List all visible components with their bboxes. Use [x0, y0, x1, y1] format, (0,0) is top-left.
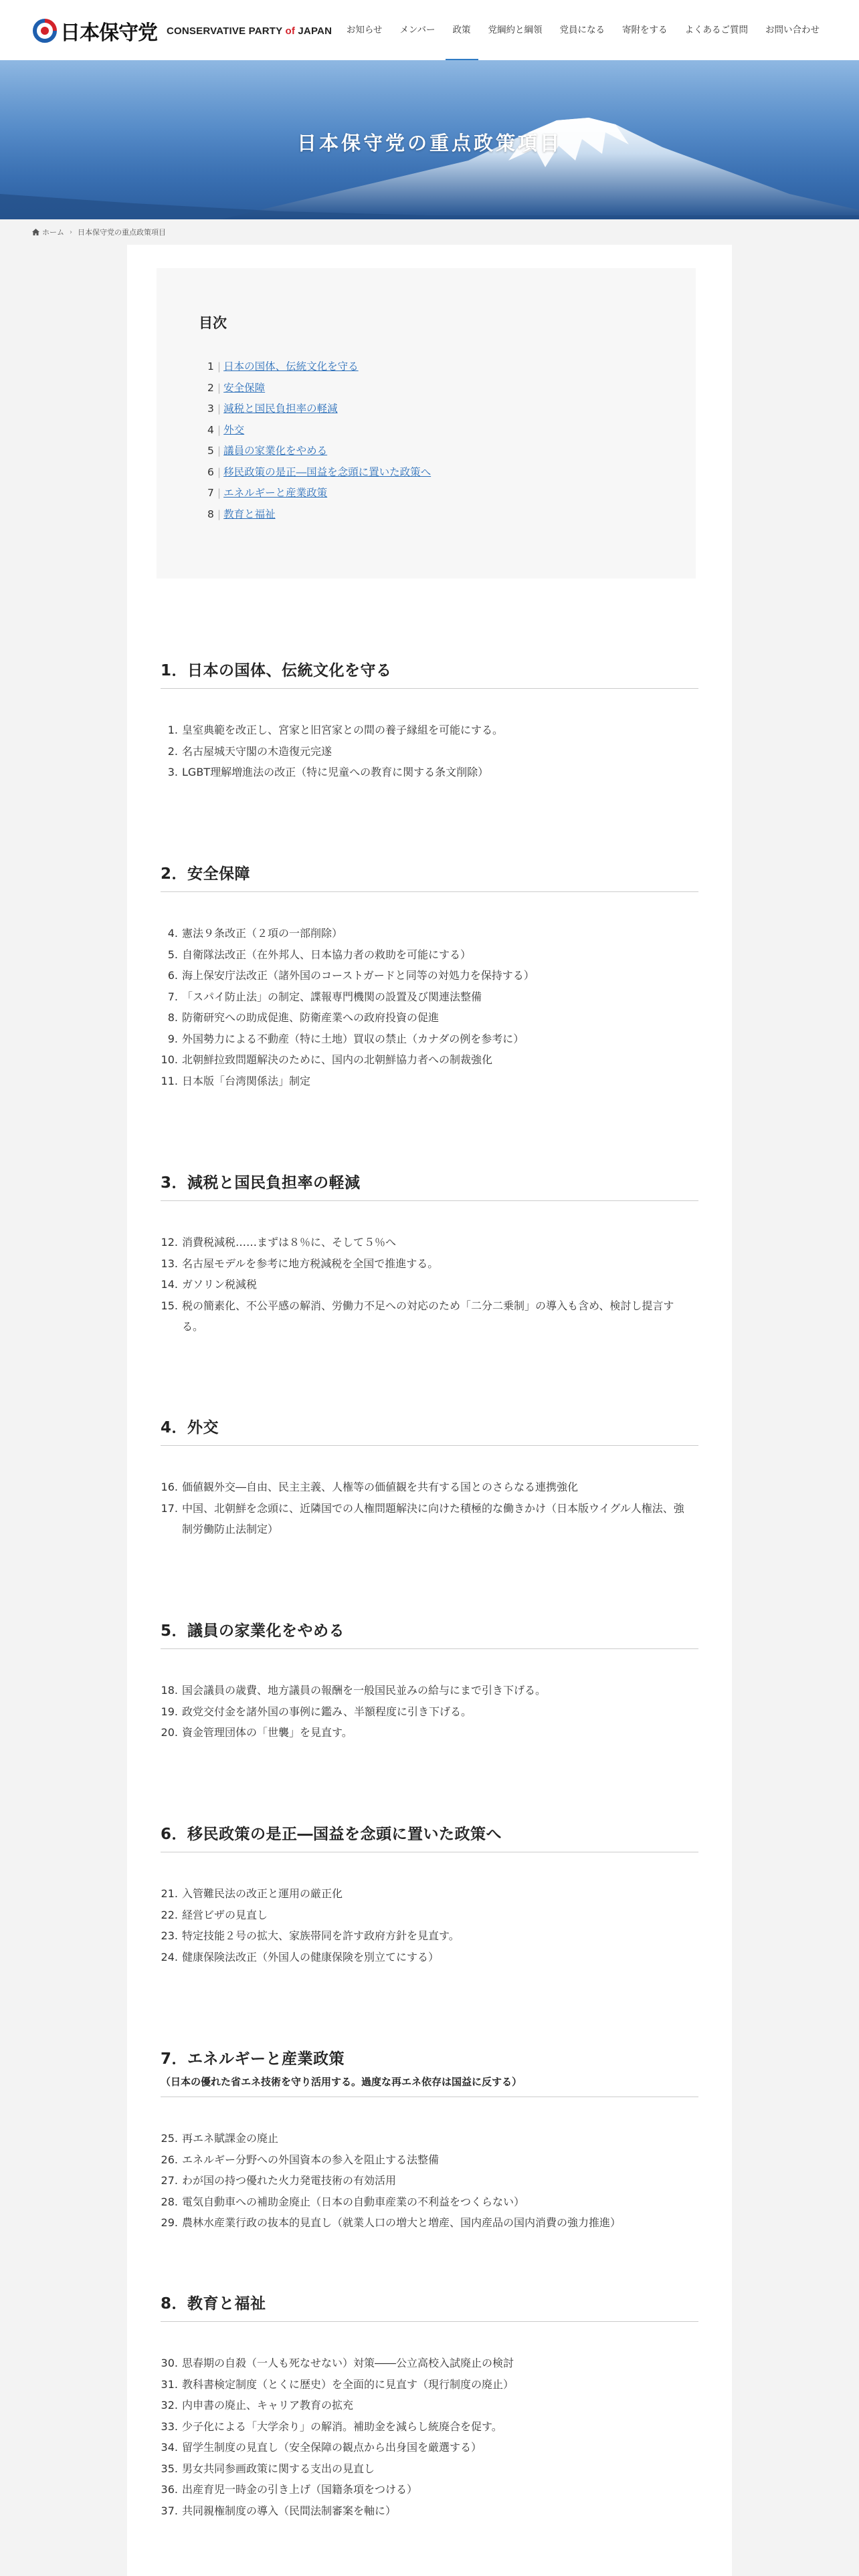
list-item: 37. 共同親権制度の導入（民間法制審案を軸に）: [161, 2504, 397, 2517]
toc-list: [207, 356, 696, 525]
list-item: 12. 消費税減税……まずは８％に、そして５％へ: [161, 1236, 397, 1249]
list-item: 24. 健康保険法改正（外国人の健康保険を別立てにする）: [161, 1950, 440, 1963]
site-logo[interactable]: [32, 16, 332, 45]
toc-link[interactable]: 安全保障: [223, 381, 266, 394]
list-item: 15. 税の簡素化、不公平感の解消、労働力不足への対応のため「二分二乗制」の導入も含め、検討し提言する。: [161, 1299, 674, 1333]
section-heading: 7．エネルギーと産業政策 （日本の優れた省エネ技術を守り活用する。過度な再エネ依存は国益に反する）: [161, 2046, 698, 2097]
nav-join[interactable]: 党員になる: [559, 25, 605, 35]
list-item: 14. ガソリン税減税: [161, 1278, 258, 1291]
main-nav: [338, 0, 828, 60]
section-energy-industry: [161, 2046, 698, 2234]
list-item: 29. 農林水産業行政の抜本的見直し（就業人口の増大と増産、国内産品の国内消費の強力推進）: [161, 2216, 622, 2229]
section-security: [161, 861, 698, 1091]
chevron-right-icon: ›: [70, 228, 72, 236]
list-item: 19. 政党交付金を諸外国の事例に鑑み、半額程度に引き下げる。: [161, 1705, 472, 1718]
nav-contact[interactable]: お問い合わせ: [765, 25, 820, 35]
section-national-polity: [161, 658, 698, 783]
policy-list: [161, 1883, 698, 1967]
toc-link[interactable]: エネルギーと産業政策: [223, 487, 328, 499]
section-heading: 6．移民政策の是正―国益を念頭に置いた政策へ: [161, 1822, 698, 1852]
policy-list: [161, 1232, 698, 1337]
policy-list: [161, 2128, 698, 2234]
nav-platform[interactable]: 党綱約と綱領: [488, 25, 543, 35]
section-heading: 8．教育と福祉: [161, 2291, 698, 2322]
list-item: 3. LGBT理解増進法の改正（特に児童への教育に関する条文削除）: [167, 766, 489, 778]
toc-item: 4 | 外交: [207, 423, 245, 436]
policy-list: [161, 1477, 698, 1540]
toc-link[interactable]: 議員の家業化をやめる: [223, 445, 328, 457]
list-item: 10. 北朝鮮拉致問題解決のために、国内の北朝鮮協力者への制裁強化: [161, 1053, 493, 1066]
toc-link[interactable]: 減税と国民負担率の軽減: [223, 403, 338, 415]
toc-link[interactable]: 移民政策の是正―国益を念頭に置いた政策へ: [223, 465, 432, 478]
list-item: 20. 資金管理団体の「世襲」を見直す。: [161, 1726, 353, 1739]
list-item: 36. 出産育児一時金の引き上げ（国籍条項をつける）: [161, 2483, 418, 2496]
toc-link[interactable]: 外交: [223, 423, 245, 436]
list-item: 9. 外国勢力による不動産（特に土地）買収の禁止（カナダの例を参考に）: [167, 1032, 524, 1045]
site-header: [0, 0, 859, 60]
section-diplomacy: [161, 1415, 698, 1540]
breadcrumb-current: 日本保守党の重点政策項目: [78, 228, 166, 237]
section-heading: 2．安全保障: [161, 861, 698, 892]
list-item: 22. 経営ビザの見直し: [161, 1908, 268, 1921]
policy-list: [161, 923, 698, 1091]
toc-link[interactable]: 日本の国体、伝統文化を守る: [223, 360, 359, 372]
logo-text: 日本保守党: [60, 21, 157, 45]
toc-item: 3 | 減税と国民負担率の軽減: [207, 403, 338, 415]
nav-members[interactable]: メンバー: [399, 25, 436, 35]
toc-item: 6 | 移民政策の是正―国益を念頭に置いた政策へ: [207, 465, 432, 478]
policy-list: [161, 1680, 698, 1743]
list-item: 23. 特定技能２号の拡大、家族帯同を許す政府方針を見直す。: [161, 1929, 460, 1942]
section-heading: 5．議員の家業化をやめる: [161, 1618, 698, 1649]
section-heading: 3．減税と国民負担率の軽減: [161, 1170, 698, 1201]
list-item: 4. 憲法９条改正（２項の一部削除）: [167, 927, 343, 940]
section-immigration: [161, 1822, 698, 1967]
logo-english: CONSERVATIVE PARTY of JAPAN: [167, 25, 332, 37]
section-education-welfare: [161, 2291, 698, 2521]
list-item: 25. 再エネ賦課金の廃止: [161, 2132, 279, 2145]
list-item: 21. 入管難民法の改正と運用の厳正化: [161, 1887, 343, 1900]
list-item: 28. 電気自動車への補助金廃止（日本の自動車産業の不利益をつくらない）: [161, 2195, 525, 2208]
policy-list: [161, 2353, 698, 2521]
toc-title: 目次: [199, 315, 227, 331]
section-hereditary-politics: [161, 1618, 698, 1743]
list-item: 6. 海上保安庁法改正（諸外国のコーストガードと同等の対処力を保持する）: [167, 969, 535, 982]
list-item: 26. エネルギー分野への外国資本の参入を阻止する法整備: [161, 2153, 440, 2166]
list-item: 30. 思春期の自殺（一人も死なせない）対策――公立高校入試廃止の検討: [161, 2357, 514, 2369]
party-emblem-icon: [32, 18, 58, 43]
section-tax-reduction: [161, 1170, 698, 1337]
nav-faq[interactable]: よくあるご質問: [684, 25, 748, 35]
home-icon: [32, 229, 39, 235]
list-item: 1. 皇室典範を改正し、宮家と旧宮家との間の養子縁組を可能にする。: [167, 724, 504, 736]
nav-news[interactable]: お知らせ: [346, 25, 383, 35]
list-item: 16. 価値観外交―自由、民主主義、人権等の価値観を共有する国とのさらなる連携強化: [161, 1481, 579, 1493]
hero-banner: [0, 60, 859, 219]
list-item: 33. 少子化による「大学余り」の解消。補助金を減らし統廃合を促す。: [161, 2420, 502, 2433]
list-item: 8. 防衛研究への助成促進、防衛産業への政府投資の促進: [167, 1011, 440, 1024]
section-heading: 4．外交: [161, 1415, 698, 1446]
policy-list: [161, 720, 698, 783]
nav-donate[interactable]: 寄附をする: [622, 25, 668, 35]
toc-item: 2 | 安全保障: [207, 381, 266, 394]
section-heading: 1．日本の国体、伝統文化を守る: [161, 658, 698, 689]
list-item: 32. 内申書の廃止、キャリア教育の拡充: [161, 2399, 354, 2411]
breadcrumb-home[interactable]: ホーム: [42, 228, 64, 237]
list-item: 11. 日本版「台湾関係法」制定: [161, 1074, 311, 1087]
toc-link[interactable]: 教育と福祉: [223, 508, 276, 520]
list-item: 18. 国会議員の歳費、地方議員の報酬を一般国民並みの給与にまで引き下げる。: [161, 1684, 547, 1697]
list-item: 27. わが国の持つ優れた火力発電技術の有効活用: [161, 2174, 397, 2187]
toc-item: 1 | 日本の国体、伝統文化を守る: [207, 360, 359, 372]
list-item: 31. 教科書検定制度（とくに歴史）を全面的に見直す（現行制度の廃止）: [161, 2377, 514, 2391]
toc-item: 5 | 議員の家業化をやめる: [207, 445, 328, 457]
table-of-contents: [157, 268, 696, 578]
list-item: 34. 留学生制度の見直し（安全保障の観点から出身国を厳選する）: [161, 2441, 482, 2454]
toc-item: 7 | エネルギーと産業政策: [207, 487, 328, 499]
nav-policy[interactable]: 政策: [444, 0, 480, 60]
list-item: 35. 男女共同参画政策に関する支出の見直し: [161, 2462, 375, 2475]
list-item: 17. 中国、北朝鮮を念頭に、近隣国での人権問題解決に向けた積極的な働きかけ（日本版ウイグル人権法、強制労働防止法制定）: [161, 1501, 684, 1535]
breadcrumb: [0, 219, 859, 245]
list-item: 5. 自衛隊法改正（在外邦人、日本協力者の救助を可能にする）: [167, 948, 472, 961]
toc-item: 8 | 教育と福祉: [207, 508, 276, 520]
page-title: 日本保守党の重点政策項目: [296, 132, 562, 154]
section-subheading: （日本の優れた省エネ技術を守り活用する。過度な再エネ依存は国益に反する）: [161, 2076, 522, 2088]
main-content: [127, 245, 732, 2576]
list-item: 2. 名古屋城天守閣の木造復元完遂: [167, 744, 332, 758]
list-item: 7. 「スパイ防止法」の制定、諜報専門機関の設置及び関連法整備: [167, 990, 482, 1003]
list-item: 13. 名古屋モデルを参考に地方税減税を全国で推進する。: [161, 1257, 439, 1270]
